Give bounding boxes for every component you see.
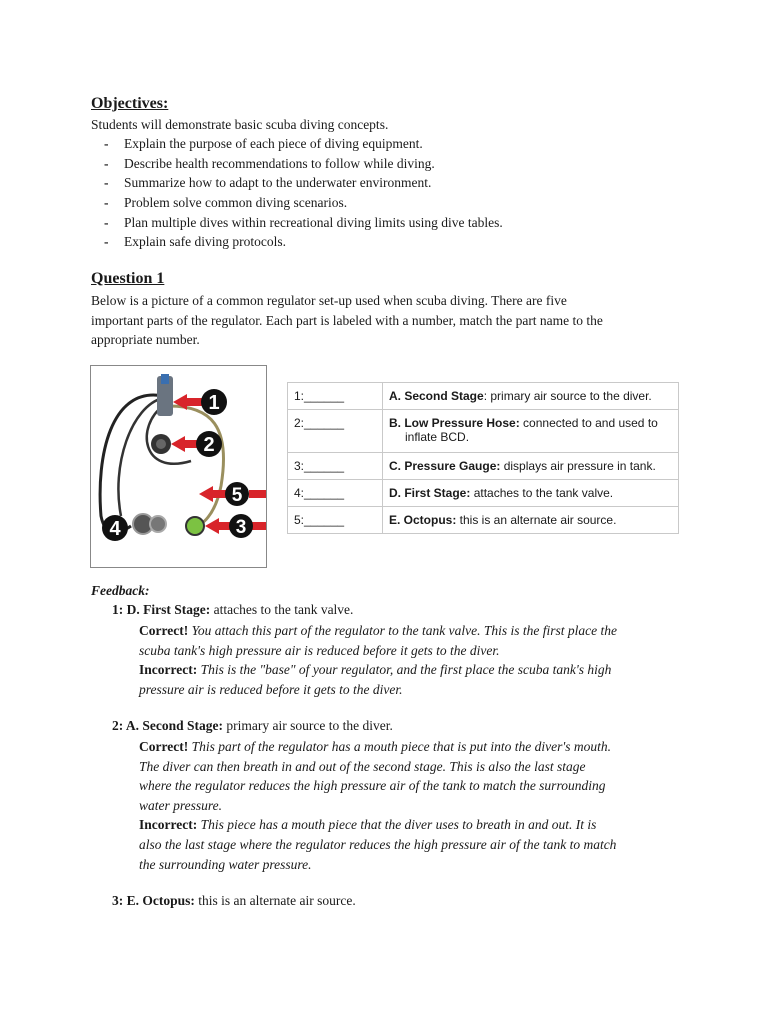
feedback-explanation-1: Correct! You attach this part of the regulator to the tank valve. This is the first place the scuba tank's high pressure air is reduced before it gets to the diver. Incorrect: This is the "base" of your regulator, and the first place the scuba tank's high pressure air is reduced before it gets to the diver. [139,623,617,697]
hose-low-pressure [169,406,224,526]
table-row [288,410,679,453]
feedback-title: Feedback: [91,583,150,598]
badge-2-label: 2 [203,434,215,456]
answer-blank[interactable]: 1:______ [288,383,383,410]
table-cell: E. Octopus: this is an alternate air source. [383,507,679,534]
feedback-answer-1: 1: D. First Stage: attaches to the tank valve. [112,602,354,617]
answer-blank[interactable]: 5:______ [288,507,383,534]
question-paragraph: Below is a picture of a common regulator set-up used when scuba diving. There are five important parts of the regulator. Each part is labeled with a number, match the part name to the appropriate number. [91,293,603,348]
list-item: - Summarize how to adapt to the underwater environment. [104,175,432,191]
table-cell: A. Second Stage: primary air source to the diver. [383,383,679,410]
table-row [288,453,679,480]
answer-blank[interactable]: 2:______ [288,410,383,453]
badge-3-label: 3 [235,517,247,538]
answer-blank[interactable]: 4:______ [288,480,383,507]
feedback-answer-3: 3: E. Octopus: this is an alternate air source. [112,893,356,908]
list-item: - Describe health recommendations to follow while diving. [104,155,435,171]
table-cell: D. First Stage: attaches to the tank valve. [383,480,679,507]
badge-3 [229,514,253,538]
objectives-list [104,134,503,252]
feedback-explanation-2: Correct! This part of the regulator has a mouth piece that is put into the diver's mouth. The diver can then breath in and out of the second stage. This is also the last stage where the regulator reduces the high pressure air of the tank to match the surrounding water pressure. Incorrect: This piece has a mouth piece that the diver uses to breath in and out. It is also the last stage where the regulator reduces the high pressure air of the tank to match the surrounding water pressure. [139,739,617,872]
matching-table [287,382,679,534]
regulator-diagram [91,366,266,567]
answer-blank[interactable]: 3:______ [288,453,383,480]
table-row [288,507,679,534]
badge-4-label: 4 [109,518,121,540]
list-item: - Explain the purpose of each piece of diving equipment. [104,136,423,151]
list-item: - Plan multiple dives within recreational diving limits using dive tables. [104,214,503,230]
list-item: - Problem solve common diving scenarios. [104,195,348,211]
badge-4 [102,515,128,541]
badge-1 [201,389,227,415]
objectives-heading: Objectives: [91,95,169,112]
list-item: - Explain safe diving protocols. [104,234,286,250]
badge-5-label: 5 [231,485,243,506]
first-stage-cap [161,374,169,384]
table-row [288,383,679,410]
table-row [288,480,679,507]
regulator-figure [90,365,267,568]
table-cell: C. Pressure Gauge: displays air pressure in tank. [383,453,679,480]
badge-1-label: 1 [208,392,220,414]
badge-5 [225,482,249,506]
feedback-answer-2: 2: A. Second Stage: primary air source to the diver. [112,718,393,733]
objectives-intro: Students will demonstrate basic scuba diving concepts. [91,117,389,132]
badge-2 [196,431,222,457]
octopus [186,517,204,535]
table-cell: B. Low Pressure Hose: connected to and used to inflate BCD. [383,410,679,453]
question-heading: Question 1 [91,270,165,287]
